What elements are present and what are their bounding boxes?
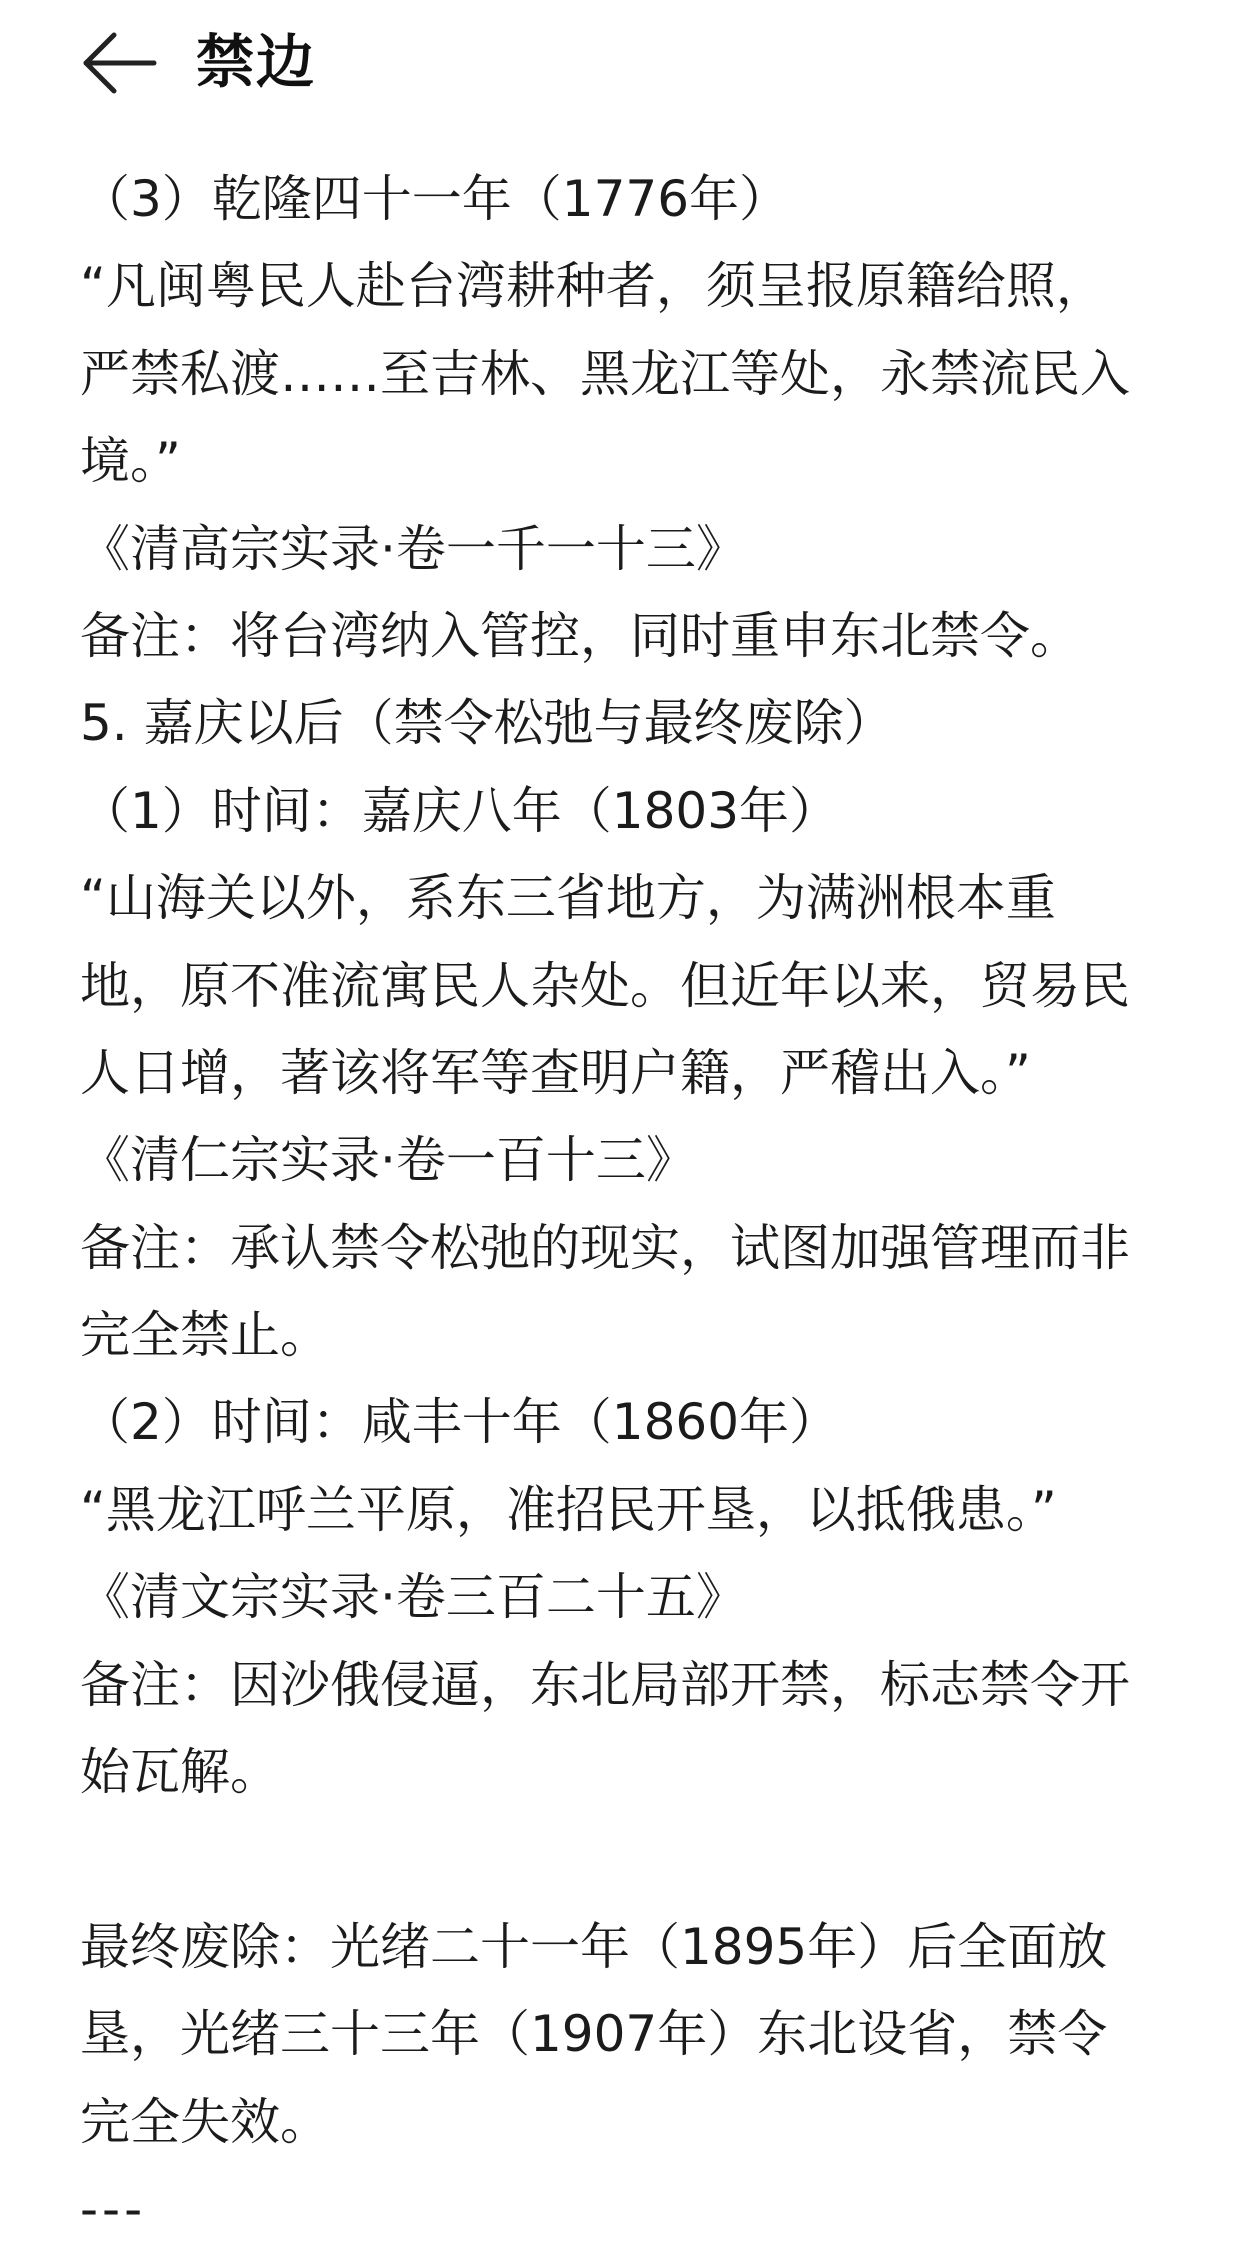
- text-line: “凡闽粤民人赴台湾耕种者，须呈报原籍给照，: [80, 257, 1106, 316]
- text-line: 垦，光绪三十三年（1907年）东北设省，禁令: [80, 2005, 1108, 2064]
- paragraph-gap: [80, 1816, 1190, 1903]
- arrow-left-icon[interactable]: [80, 28, 160, 98]
- page-title: 禁边: [196, 28, 317, 96]
- top-app-bar: [0, 0, 1260, 130]
- text-line: 最终废除：光绪二十一年（1895年）后全面放: [80, 1917, 1108, 1976]
- text-line: 地，原不准流寓民人杂处。但近年以来，贸易民: [80, 956, 1130, 1015]
- text-line: 人日增，著该将军等查明户籍，严稽出入。”: [80, 1043, 1031, 1102]
- text-line: 备注：将台湾纳入管控，同时重申东北禁令。: [80, 606, 1080, 665]
- text-line: “山海关以外，系东三省地方，为满洲根本重: [80, 869, 1056, 928]
- text-line: “黑龙江呼兰平原，准招民开垦，以抵俄患。”: [80, 1480, 1057, 1539]
- text-line: 严禁私渡……至吉林、黑龙江等处，永禁流民入: [80, 344, 1130, 403]
- text-line: 《清高宗实录·卷一千一十三》: [80, 519, 746, 578]
- article-body: [80, 156, 1190, 2253]
- text-line: （1）时间：嘉庆八年（1803年）: [80, 781, 840, 840]
- text-line: 《清仁宗实录·卷一百十三》: [80, 1131, 696, 1190]
- separator-text: ---: [80, 2179, 147, 2238]
- text-line: 5. 嘉庆以后（禁令松弛与最终废除）: [80, 694, 894, 753]
- text-line: 始瓦解。: [80, 1743, 280, 1802]
- text-line: 完全失效。: [80, 2092, 330, 2151]
- text-line: 境。”: [80, 432, 181, 491]
- text-line: 完全禁止。: [80, 1306, 330, 1365]
- text-line: 《清文宗实录·卷三百二十五》: [80, 1568, 746, 1627]
- text-line: 备注：承认禁令松弛的现实，试图加强管理而非: [80, 1218, 1130, 1277]
- text-line: 备注：因沙俄侵逼，东北局部开禁，标志禁令开: [80, 1655, 1130, 1714]
- text-line: （3）乾隆四十一年（1776年）: [80, 170, 790, 228]
- text-line: （2）时间：咸丰十年（1860年）: [80, 1393, 840, 1452]
